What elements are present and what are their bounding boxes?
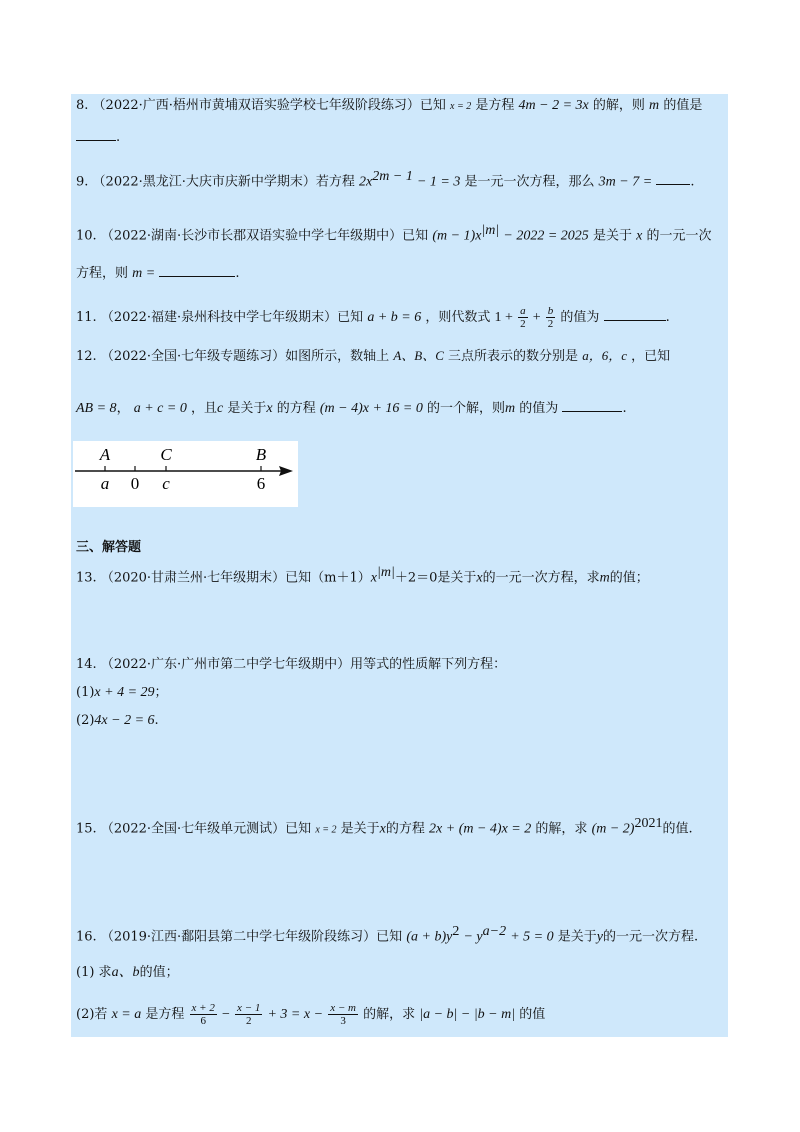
answer-blank[interactable] xyxy=(604,308,666,321)
label-0: 0 xyxy=(130,474,140,493)
fraction-b-over-2: $\frac{b}{2}$ xyxy=(547,305,554,330)
label-B: B xyxy=(255,445,267,464)
question-13: 13. （2020·甘肃兰州·七年级期末）已知$(m+1)x^{|m|}+2=0$是关于x的一元一次方程，求m的值； xyxy=(76,565,649,586)
fraction-x-plus-2-over-6: $\frac{x + 2}{6}$ xyxy=(191,1002,215,1027)
question-12: 12. （2022·全国·七年级专题练习）如图所示，数轴上 A、B、C 三点所表示的数分别是 a，6，c ，已知 xyxy=(76,348,671,364)
question-14-part-2: (2)4x − 2 = 6. xyxy=(76,713,159,728)
question-16-part-1: (1) 求a、b的值； xyxy=(76,965,179,980)
answer-blank[interactable] xyxy=(656,172,690,185)
fraction-a-over-2: $\frac{a}{2}$ xyxy=(520,305,526,330)
fraction-x-minus-m-over-3: $\frac{x - m}{3}$ xyxy=(330,1002,356,1027)
fraction-x-minus-1-over-2: $\frac{x - 1}{2}$ xyxy=(237,1002,261,1027)
answer-blank[interactable] xyxy=(159,264,235,277)
question-10: 10. （2022·湖南·长沙市长郡双语实验中学七年级期中）已知 $(m - 1)x^{|m|} - 2022 = 2025$ 是关于 x 的一元一次 xyxy=(76,223,712,244)
question-11: 11. （2022·福建·泉州科技中学七年级期末）已知 a + b = 6 ，则代数式 1 + $\frac{a}{2}$ + $\frac{b}{2}$ 的值为 . xyxy=(76,305,670,330)
answer-blank[interactable] xyxy=(76,128,116,141)
arrow-head-icon xyxy=(279,466,293,476)
answer-blank[interactable] xyxy=(562,399,622,412)
question-14-part-1: (1)x + 4 = 29； xyxy=(76,685,168,700)
question-10-line-2: 方程，则 m = . xyxy=(76,266,240,281)
question-8-answer-line: . xyxy=(76,128,120,147)
label-c: c xyxy=(162,474,170,493)
question-16: 16. （2019·江西·鄱阳县第二中学七年级阶段练习）已知 $(a + b)y^2 - y^{a-2} + 5 = 0$ 是关于y的一元一次方程. xyxy=(76,924,699,945)
label-a: a xyxy=(100,474,110,493)
label-A: A xyxy=(99,445,111,464)
question-8: 8. （2022·广西·梧州市黄埔双语实验学校七年级阶段练习）已知 x = 2 是方程 4m − 2 = 3x 的解，则 m 的值是 xyxy=(76,98,703,113)
number-line-svg xyxy=(73,441,298,507)
question-12-line-2: AB = 8， a + c = 0 ，且c 是关于x 的方程 (m − 4)x + 16 = 0 的一个解，则m 的值为 . xyxy=(76,401,627,416)
label-6: 6 xyxy=(256,474,266,493)
question-9: 9. （2022·黑龙江·大庆市庆新中学期末）若方程 $2x^{2m - 1} - 1 = 3$ 是一元一次方程，那么 3m − 7 = . xyxy=(76,169,695,190)
number-line-figure xyxy=(73,441,298,507)
question-16-part-2: (2)若 x = a 是方程 $\frac{x + 2}{6}$ − $\frac{x - 1}{2}$ + 3 = x − $\frac{x - m}{3}$ 的解，求 |a − b| − |b − m| 的值 xyxy=(76,1002,546,1027)
label-C: C xyxy=(160,445,172,464)
question-15: 15. （2022·全国·七年级单元测试）已知 x = 2 是关于x的方程 2x + (m − 4)x = 2 的解，求 $(m - 2)^{2021}$的值. xyxy=(76,816,693,837)
question-14: 14. （2022·广东·广州市第二中学七年级期中）用等式的性质解下列方程： xyxy=(76,657,507,672)
section-heading: 三、解答题 xyxy=(76,540,142,555)
